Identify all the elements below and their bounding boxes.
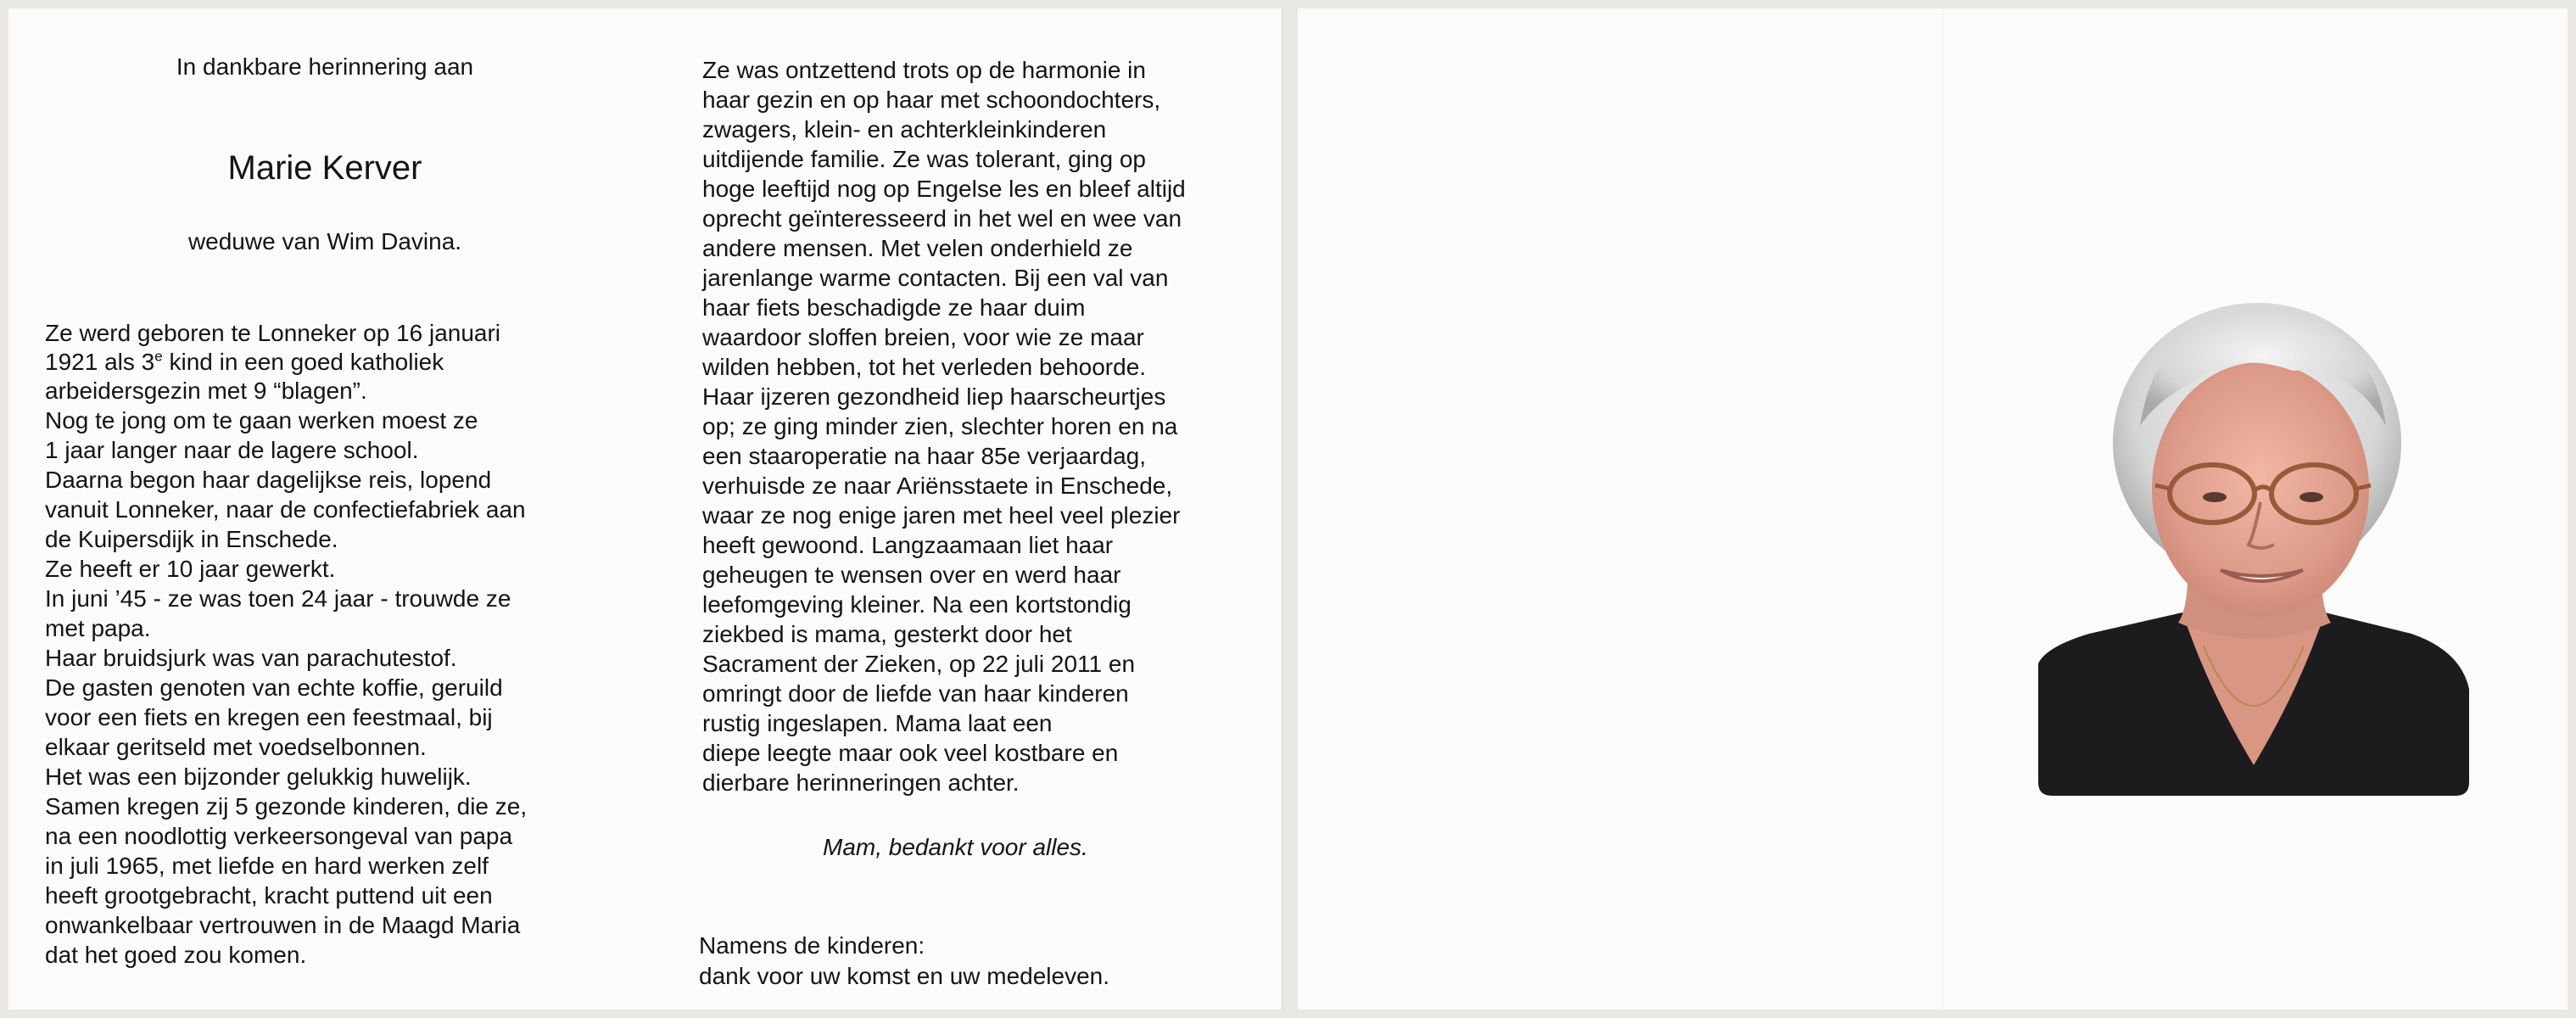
bio-line: dat het goed zou komen. <box>45 942 307 968</box>
bio-line: Ze heeft er 10 jaar gewerkt. <box>45 556 336 582</box>
bio-text: kind in een goed katholiek <box>162 349 444 375</box>
bio-line: voor een fiets en kregen een feestmaal, bij <box>45 704 493 730</box>
story-line: waar ze nog enige jaren met heel veel plezier <box>702 502 1181 529</box>
bio-line <box>45 348 444 377</box>
bio-line: in juli 1965, met liefde en hard werken zelf <box>45 853 489 879</box>
bio-line: De gasten genoten van echte koffie, geruild <box>45 674 503 701</box>
story-line: een staaroperatie na haar 85e verjaardag, <box>702 443 1147 469</box>
thanks-text: Mam, bedankt voor alles. <box>823 834 1088 860</box>
story-line: zwagers, klein- en achterkleinkinderen <box>702 116 1107 143</box>
story-line: haar fiets beschadigde ze haar duim <box>702 294 1086 321</box>
story-line: wilden hebben, tot het verleden behoorde. <box>702 354 1147 380</box>
story-line: Ze was ontzettend trots op de harmonie in <box>702 57 1146 83</box>
intro-text: In dankbare herinnering aan <box>176 53 474 80</box>
bio-line: onwankelbaar vertrouwen in de Maagd Maria <box>45 912 521 938</box>
story-line: rustig ingeslapen. Mama laat een <box>702 710 1053 736</box>
bio-line: met papa. <box>45 615 151 641</box>
bio-line: Nog te jong om te gaan werken moest ze <box>45 407 478 433</box>
card-inner-spread <box>8 8 1282 1010</box>
story-line: oprecht geïnteresseerd in het wel en wee van <box>702 205 1182 232</box>
bio-line: Samen kregen zij 5 gezonde kinderen, die ze, <box>45 793 528 819</box>
story-line: hoge leeftijd nog op Engelse les en bleef altijd <box>702 176 1186 202</box>
bio-line: heeft grootgebracht, kracht puttend uit een <box>45 882 493 909</box>
bio-line: In juni ’45 - ze was toen 24 jaar - trouwde ze <box>45 585 511 612</box>
closing-line: Namens de kinderen: <box>699 932 925 959</box>
story-line: diepe leegte maar ook veel kostbare en <box>702 740 1119 766</box>
bio-line: Het was een bijzonder gelukkig huwelijk. <box>45 764 472 790</box>
story-line: Sacrament der Zieken, op 22 juli 2011 en <box>702 651 1136 677</box>
story-line: geheugen te wensen over en werd haar <box>702 562 1121 588</box>
story-line: jarenlange warme contacten. Bij een val van <box>702 265 1169 291</box>
story-line: uitdijende familie. Ze was tolerant, ging op <box>702 146 1146 172</box>
story-line: heeft gewoond. Langzaamaan liet haar <box>702 532 1114 558</box>
story-line: op; ze ging minder zien, slechter horen en na <box>702 413 1178 439</box>
story-line: waardoor sloffen breien, voor wie ze maar <box>702 324 1144 350</box>
story-line: verhuisde ze naar Ariënsstaete in Enschede, <box>702 473 1173 499</box>
story-line: haar gezin en op haar met schoondochters, <box>702 87 1161 113</box>
bio-line: elkaar geritseld met voedselbonnen. <box>45 734 427 760</box>
bio-line: Haar bruidsjurk was van parachutestof. <box>45 645 457 671</box>
story-line: leefomgeving kleiner. Na een kortstondig <box>702 591 1132 618</box>
portrait-photo <box>2038 290 2469 796</box>
bio-line: vanuit Lonneker, naar de confectiefabriek aan <box>45 496 526 523</box>
bio-line: na een noodlottig verkeersongeval van papa <box>45 823 513 849</box>
deceased-name: Marie Kerver <box>227 149 422 187</box>
story-line: ziekbed is mama, gesterkt door het <box>702 621 1072 647</box>
bio-line: arbeidersgezin met 9 “blagen”. <box>45 378 367 404</box>
story-line: dierbare herinneringen achter. <box>702 769 1020 796</box>
bio-line: Daarna begon haar dagelijkse reis, lopend <box>45 467 492 493</box>
story-line: Haar ijzeren gezondheid liep haarscheurtjes <box>702 383 1166 410</box>
story-line: omringt door de liefde van haar kinderen <box>702 680 1129 707</box>
story-line: andere mensen. Met velen onderhield ze <box>702 235 1133 261</box>
closing-line: dank voor uw komst en uw medeleven. <box>699 963 1110 989</box>
fold-line <box>1942 8 1943 1010</box>
widow-of-text: weduwe van Wim Davina. <box>187 228 462 255</box>
bio-line: de Kuipersdijk in Enschede. <box>45 526 338 552</box>
bio-line: 1 jaar langer naar de lagere school. <box>45 437 419 463</box>
superscript: e <box>154 348 163 365</box>
bio-line: Ze werd geboren te Lonneker op 16 januari <box>45 320 501 346</box>
bio-text: 1921 als 3 <box>45 349 155 375</box>
